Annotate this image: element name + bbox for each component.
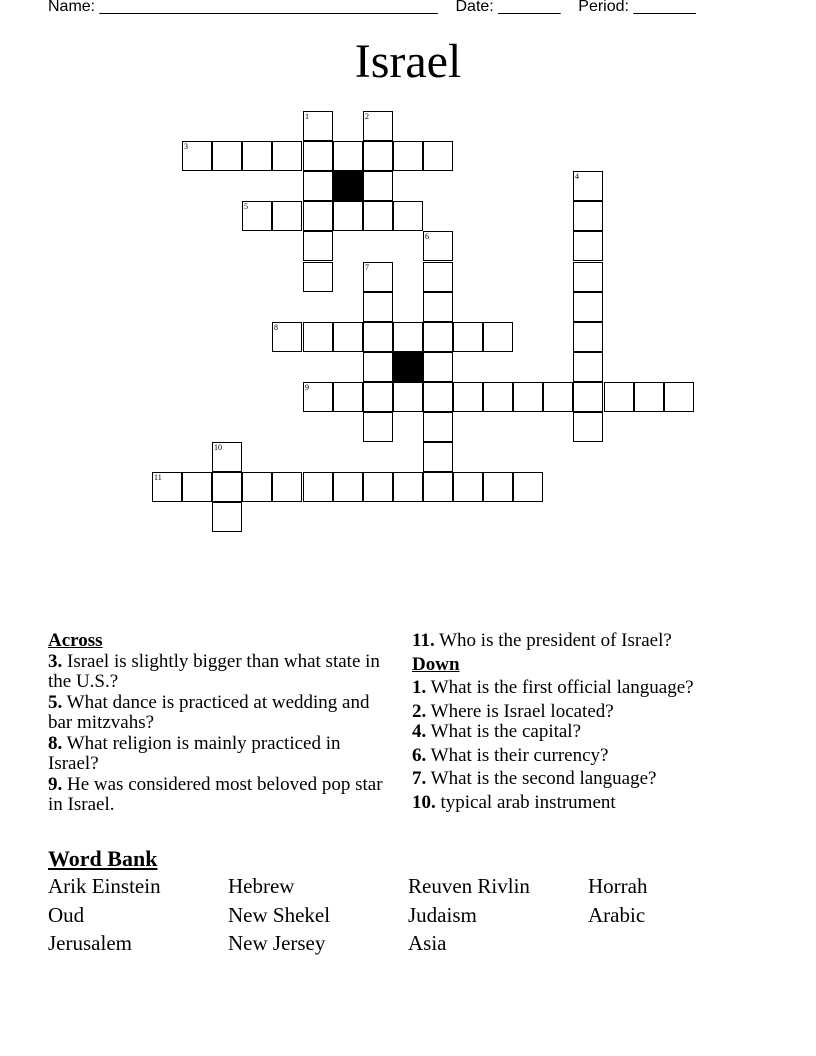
- crossword-cell[interactable]: [423, 292, 453, 322]
- down-clue-10: [412, 793, 772, 814]
- crossword-cell[interactable]: [573, 292, 603, 322]
- across-clue-5: [48, 693, 388, 734]
- crossword-cell[interactable]: [453, 382, 483, 412]
- down-clue-6: [412, 746, 772, 767]
- crossword-cell[interactable]: [212, 141, 242, 171]
- crossword-cell[interactable]: [333, 472, 363, 502]
- clues-left-column: [48, 631, 388, 816]
- clue-text: What is their currency?: [430, 744, 609, 766]
- crossword-cell[interactable]: [423, 322, 453, 352]
- crossword-cell[interactable]: [573, 382, 603, 412]
- crossword-cell[interactable]: [212, 502, 242, 532]
- crossword-cell[interactable]: [483, 472, 513, 502]
- crossword-cell[interactable]: [272, 201, 302, 231]
- crossword-cell[interactable]: [303, 171, 333, 201]
- crossword-cell[interactable]: [212, 472, 242, 502]
- crossword-cell[interactable]: [303, 322, 333, 352]
- crossword-cell[interactable]: [664, 382, 694, 412]
- clue-number-label: 8: [274, 323, 278, 332]
- crossword-cell[interactable]: [393, 141, 423, 171]
- across-clue-11: [412, 631, 772, 652]
- clue-text: Who is the president of Israel?: [439, 630, 672, 651]
- crossword-cell[interactable]: [333, 201, 363, 231]
- crossword-cell[interactable]: [513, 472, 543, 502]
- clue-number-label: 6: [425, 232, 429, 241]
- clue-number: 11.: [412, 630, 435, 651]
- clue-number: 7.: [412, 768, 427, 789]
- clue-number-label: 3: [184, 142, 188, 151]
- clue-number-label: 7: [365, 263, 369, 272]
- across-clue-9: [48, 775, 388, 816]
- clue-text: Israel is slightly bigger than what state in the U.S.?: [48, 650, 380, 692]
- word-bank-item: Judaism: [408, 903, 477, 927]
- crossword-cell[interactable]: [423, 442, 453, 472]
- crossword-cell[interactable]: [303, 201, 333, 231]
- crossword-cell[interactable]: [513, 382, 543, 412]
- crossword-cell[interactable]: [634, 382, 664, 412]
- clue-text: What is the capital?: [430, 721, 582, 742]
- date-label: Date:: [455, 0, 494, 15]
- crossword-cell[interactable]: [453, 322, 483, 352]
- word-bank-item: Jerusalem: [48, 931, 132, 955]
- crossword-cell[interactable]: [393, 322, 423, 352]
- word-bank-item: Arik Einstein: [48, 874, 161, 898]
- crossword-cell[interactable]: [363, 382, 393, 412]
- clues-right-column: [412, 631, 772, 813]
- crossword-cell[interactable]: [333, 382, 363, 412]
- clue-number-label: 2: [365, 112, 369, 121]
- crossword-cell[interactable]: [423, 141, 453, 171]
- crossword-cell[interactable]: [303, 472, 333, 502]
- word-bank-item: Oud: [48, 903, 85, 927]
- clue-number-label: 1: [305, 112, 309, 121]
- crossword-cell[interactable]: [363, 201, 393, 231]
- crossword-cell[interactable]: [573, 231, 603, 261]
- word-bank-item: Hebrew: [228, 874, 295, 898]
- clue-number-label: 5: [244, 202, 248, 211]
- clue-text: What dance is practiced at wedding and bar mitzvahs?: [48, 691, 370, 733]
- black-square: [333, 171, 363, 201]
- clue-text: What is the first official language?: [430, 677, 694, 698]
- clue-number: 2.: [412, 700, 427, 722]
- down-clue-4: [412, 722, 772, 743]
- clue-number: 9.: [48, 773, 63, 795]
- crossword-cell[interactable]: [303, 231, 333, 261]
- word-bank-item: Asia: [408, 931, 447, 955]
- clue-number: 6.: [412, 744, 427, 766]
- clue-number-label: 9: [305, 383, 309, 392]
- clue-number: 10.: [412, 791, 436, 813]
- clue-number: 8.: [48, 732, 63, 754]
- crossword-cell[interactable]: [272, 472, 302, 502]
- crossword-cell[interactable]: [363, 352, 393, 382]
- clue-number-label: 10: [214, 443, 222, 452]
- crossword-cell[interactable]: [363, 141, 393, 171]
- word-bank-item: Horrah: [588, 874, 648, 898]
- crossword-cell[interactable]: [573, 322, 603, 352]
- crossword-cell[interactable]: [272, 141, 302, 171]
- crossword-cell[interactable]: [423, 352, 453, 382]
- crossword-cell[interactable]: [423, 262, 453, 292]
- date-line: _______: [498, 0, 561, 15]
- across-heading: Across: [48, 630, 103, 651]
- crossword-cell[interactable]: [363, 171, 393, 201]
- clue-text: What religion is mainly practiced in Israel?: [48, 732, 341, 774]
- down-clue-7: [412, 769, 772, 790]
- page-title: Israel: [354, 35, 462, 88]
- crossword-cell[interactable]: [363, 472, 393, 502]
- clue-text: Where is Israel located?: [430, 700, 614, 722]
- crossword-cell[interactable]: [303, 141, 333, 171]
- crossword-cell[interactable]: [242, 472, 272, 502]
- crossword-cell[interactable]: [393, 201, 423, 231]
- clue-number: 5.: [48, 691, 63, 713]
- crossword-cell[interactable]: [423, 412, 453, 442]
- crossword-cell[interactable]: [483, 382, 513, 412]
- crossword-cell[interactable]: [363, 412, 393, 442]
- crossword-cell[interactable]: [393, 382, 423, 412]
- across-clue-8: [48, 734, 388, 775]
- clue-number: 4.: [412, 721, 427, 742]
- word-bank-item: Arabic: [588, 903, 646, 927]
- crossword-cell[interactable]: [573, 262, 603, 292]
- word-bank-item: New Shekel: [228, 903, 331, 927]
- clue-number: 3.: [48, 650, 63, 672]
- crossword-cell[interactable]: [393, 472, 423, 502]
- clue-text: What is the second language?: [430, 768, 657, 789]
- across-clue-3: [48, 652, 388, 693]
- crossword-cell[interactable]: [604, 382, 634, 412]
- word-bank-heading: Word Bank: [48, 846, 158, 871]
- clue-number-label: 11: [154, 473, 162, 482]
- period-label: Period:: [578, 0, 629, 15]
- crossword-cell[interactable]: [453, 472, 483, 502]
- down-clue-2: [412, 702, 772, 723]
- clue-number-label: 4: [575, 172, 579, 181]
- crossword-cell[interactable]: [423, 472, 453, 502]
- crossword-cell[interactable]: [573, 412, 603, 442]
- crossword-cell[interactable]: [333, 322, 363, 352]
- crossword-cell[interactable]: [182, 472, 212, 502]
- clue-number: 1.: [412, 677, 427, 698]
- crossword-cell[interactable]: [363, 322, 393, 352]
- crossword-cell[interactable]: [363, 292, 393, 322]
- word-bank-item: New Jersey: [228, 931, 326, 955]
- name-line: ______________________________________: [99, 0, 438, 15]
- crossword-cell[interactable]: [483, 322, 513, 352]
- crossword-cell[interactable]: [573, 352, 603, 382]
- crossword-cell[interactable]: [333, 141, 363, 171]
- crossword-cell[interactable]: [242, 141, 272, 171]
- black-square: [393, 352, 423, 382]
- crossword-cell[interactable]: [543, 382, 573, 412]
- down-heading: Down: [412, 653, 460, 675]
- crossword-cell[interactable]: [423, 382, 453, 412]
- clue-text: typical arab instrument: [440, 791, 616, 813]
- period-line: _______: [633, 0, 696, 15]
- down-clue-1: [412, 678, 772, 699]
- crossword-cell[interactable]: [573, 201, 603, 231]
- word-bank-item: Reuven Rivlin: [408, 874, 530, 898]
- crossword-cell[interactable]: [303, 262, 333, 292]
- name-label: Name:: [48, 0, 96, 15]
- clue-text: He was considered most beloved pop star in Israel.: [48, 773, 383, 815]
